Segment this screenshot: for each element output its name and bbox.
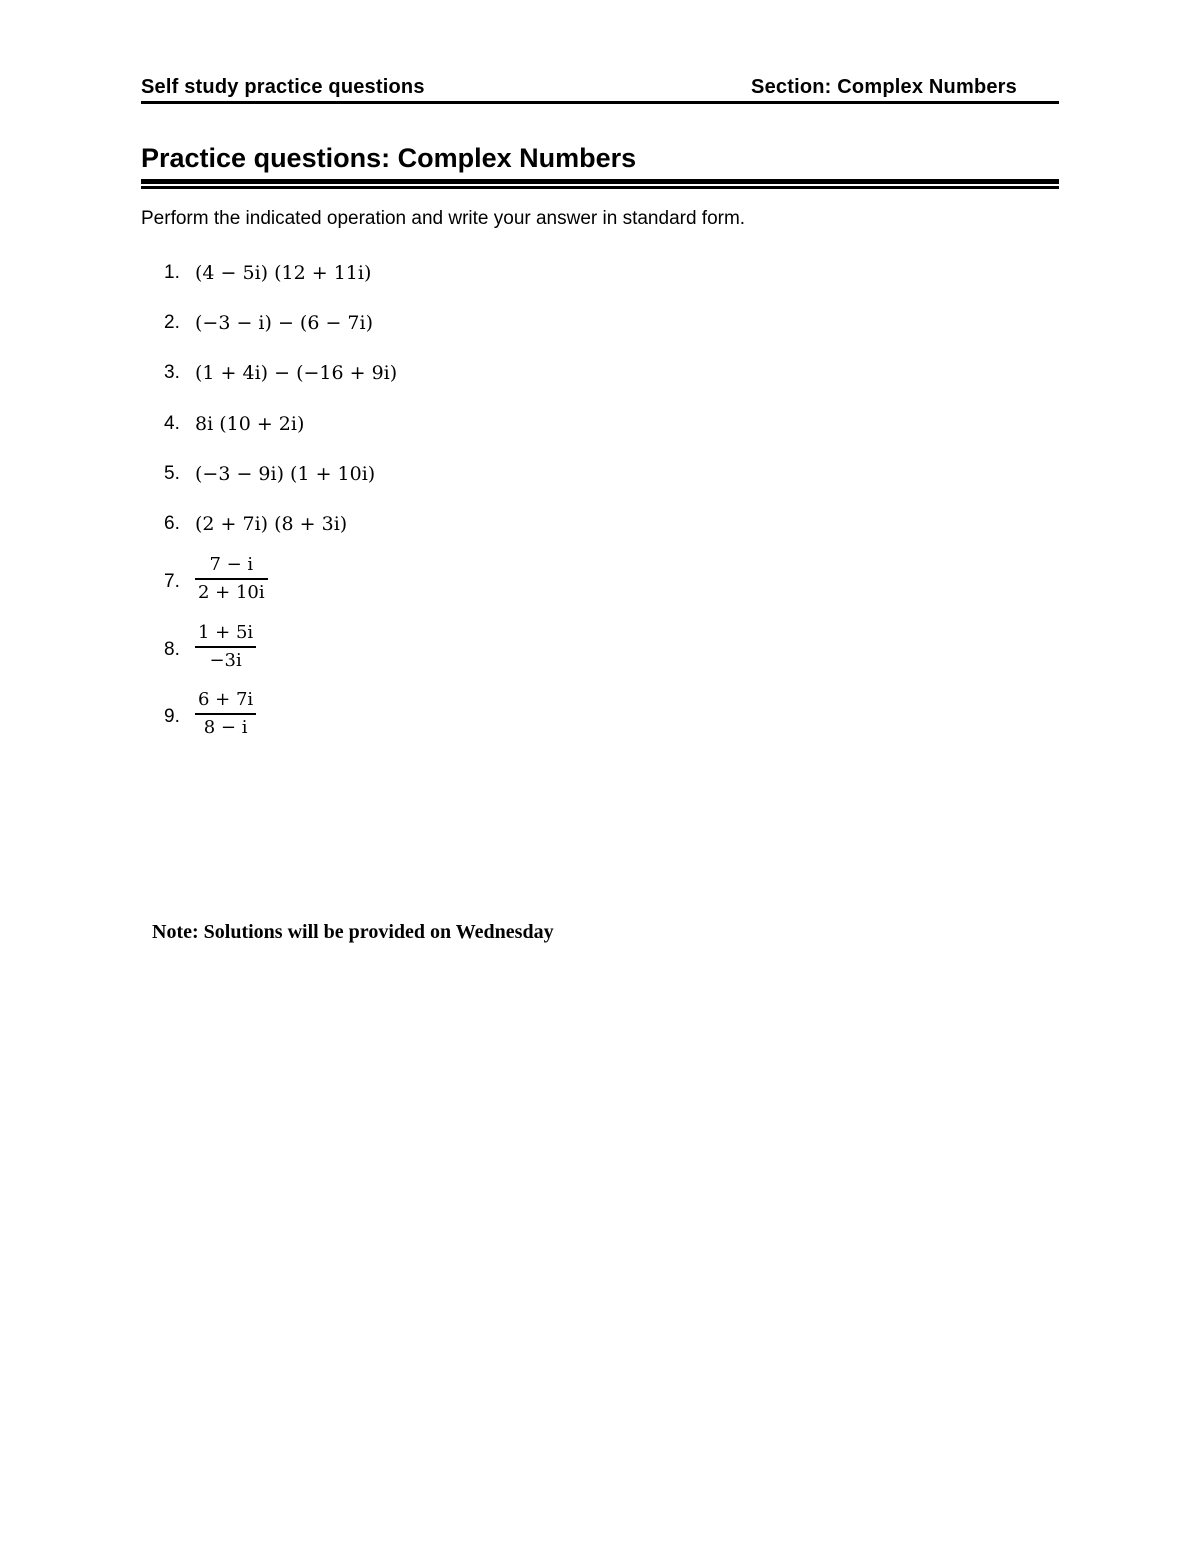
running-header [141, 74, 1059, 102]
header-rule [141, 101, 1059, 104]
fraction-numerator: 1 + 5i [198, 622, 254, 643]
fraction [195, 688, 256, 740]
question-number: 7. [164, 571, 180, 592]
header-left-text: Self study practice questions [141, 76, 425, 98]
title-rule-thin [141, 186, 1059, 189]
instructions-text: Perform the indicated operation and write your answer in standard form. [141, 208, 746, 229]
question-number: 4. [164, 413, 180, 434]
fraction-denominator: 2 + 10i [198, 581, 265, 603]
header-right-text: Section: Complex Numbers [751, 76, 1017, 98]
solutions-note: Note: Solutions will be provided on Wednesday [152, 921, 554, 943]
fraction-numerator: 7 − i [209, 554, 254, 575]
fraction-bar [195, 646, 256, 648]
fraction-bar [195, 578, 268, 580]
question-number: 2. [164, 312, 180, 333]
question-expression: (−3 − i) − (6 − 7i) [195, 312, 373, 334]
fraction-bar [195, 713, 256, 715]
question-number: 8. [164, 639, 180, 660]
page-title: Practice questions: Complex Numbers [141, 143, 637, 173]
question-expression: (−3 − 9i) (1 + 10i) [195, 463, 376, 485]
question-number: 9. [164, 706, 180, 727]
question-expression: (4 − 5i) (12 + 11i) [195, 262, 372, 284]
question-number: 1. [164, 262, 180, 283]
question-expression: (1 + 4i) − (−16 + 9i) [195, 362, 398, 384]
question-number: 3. [164, 362, 180, 383]
title-rule-thick [141, 179, 1059, 184]
fraction [195, 621, 256, 673]
question-number: 6. [164, 513, 180, 534]
question-expression: (2 + 7i) (8 + 3i) [195, 513, 348, 535]
fraction-numerator: 6 + 7i [198, 689, 254, 710]
question-expression: 8i (10 + 2i) [195, 413, 305, 435]
fraction-denominator: −3i [209, 649, 242, 671]
question-number: 5. [164, 463, 180, 484]
fraction-denominator: 8 − i [203, 716, 248, 738]
fraction [195, 553, 268, 605]
